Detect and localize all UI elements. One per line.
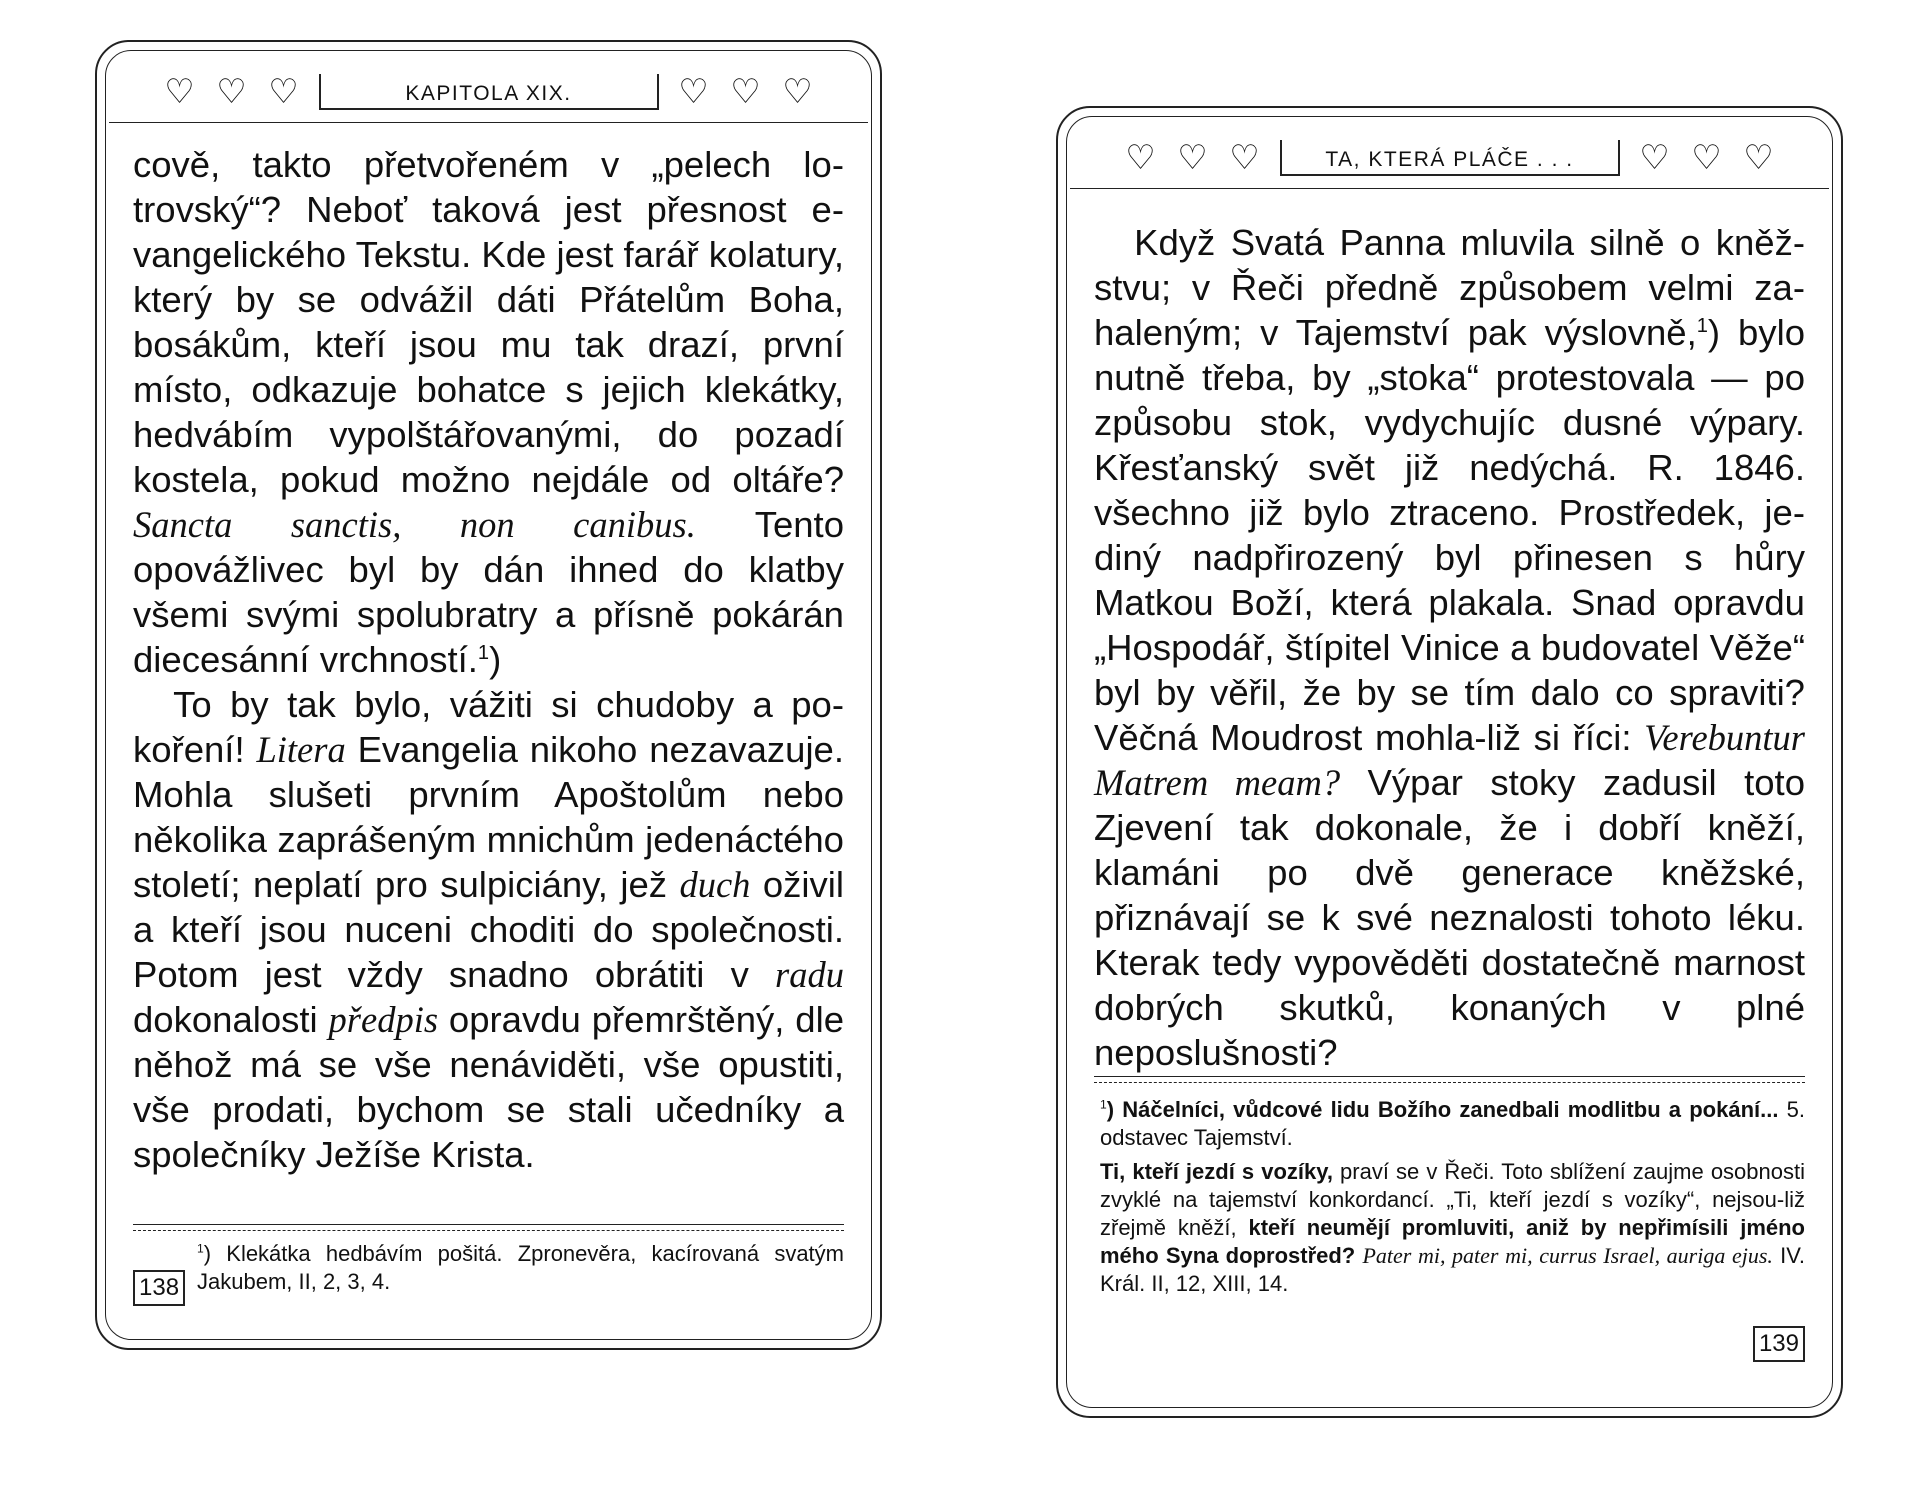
text-run: Tento opovážlivec byl by dán ihned do klatby všemi svými spolubratry a přísně pokárán diecesánní vrchností. [133,504,844,680]
heart-icon: ♡ [268,72,299,112]
left-page [95,40,882,1350]
right-page [1056,106,1843,1418]
running-title: TA, KTERÁ PLÁČE . . . [1280,140,1620,176]
header-hearts-right [1636,138,1778,178]
footnote-rule [1094,1076,1805,1083]
body-text [133,142,844,1177]
header-hearts-left [161,72,303,112]
footnotes [1100,1096,1805,1304]
heart-icon: ♡ [678,72,709,112]
footnote-marker: 1 [197,1241,204,1256]
page-header [109,62,868,123]
page-number: 138 [133,1270,185,1306]
footnote-marker: 1 [477,641,490,664]
paragraph [133,682,844,1177]
heart-icon: ♡ [1177,138,1208,178]
heart-icon: ♡ [216,72,247,112]
heart-icon: ♡ [1743,138,1774,178]
header-hearts-left [1122,138,1264,178]
text-run: Ti, kteří jezdí s vozíky, [1100,1159,1333,1184]
heart-icon: ♡ [1639,138,1670,178]
text-run: ) bylo nutně třeba, by „stoka“ protestovala — po způsobu stok, vydychujíc dusné výpary. Křesťanský svět již nedýchá. R. 1846. všechno již bylo ztraceno. Prostředek, jediný nadpřirozený byl přinesen s hůry Matkou Boží, která plakala. Snad opravdu „Hospodář, štípitel Vinice a budovatel Věže“ byl by věřil, že by se tím dalo co spraviti? Věčná Moudrost mohla-liž si říci: [1094,312,1805,758]
text-run: oživil a kteří jsou nuceni choditi do společnosti. Potom jest vždy snadno obrátiti v [133,864,844,995]
text-run: duch [679,864,751,905]
text-run: cově, takto přetvořeném v „pelech lotrovský“? Neboť taková jest přesnost evangelického Tekstu. Kde jest farář kolatury, který by se odvážil dáti Přátelům Boha, bosákům, kteří jsou mu tak drazí, první místo, odkazuje bohatce s jejich klekátky, hedvábím vypolštářovanými, do pozadí kostela, pokud možno nejdále od oltáře? [133,144,844,500]
text-run: kteří neumějí promluviti, aniž by nepřimísili jméno mého Syna doprostřed? [1100,1215,1805,1268]
footnote-marker: 1 [1696,314,1708,337]
footnote [197,1240,844,1296]
text-run: ) Klekátka hedbávím pošitá. Zpronevěra, kacírovaná svatým Jakubem, II, 2, 3, 4. [197,1241,844,1294]
heart-icon: ♡ [730,72,761,112]
text-run: ) Náčelníci, vůdcové lidu Božího zanedbali modlitbu a pokání... [1106,1097,1779,1122]
text-run: 5. odstavec Tajemství. [1100,1097,1805,1150]
footnotes [197,1240,844,1302]
text-run: Výpar stoky zadusil toto Zjevení tak dokonale, že i dobří kněží, klamáni po dvě generace kněžské, přiznávají se k své neznalosti tohoto léku. Kterak tedy vypověděti dostatečně marnost dobrých skutků, konaných v plné neposlušnosti? [1094,762,1805,1073]
paragraph [1094,220,1805,1075]
running-title: KAPITOLA XIX. [319,74,659,110]
header-hearts-right [675,72,817,112]
text-run: praví se v Řeči. Toto sblížení zaujme osobnosti zvyklé na tajemství konkordancí. „Ti, kteří jezdí s vozíky“, nejsou-liž zřejmě kněží, [1100,1159,1805,1240]
text-run: předpis [328,999,439,1040]
text-run: radu [775,954,844,995]
page-header [1070,128,1829,189]
text-run: IV. Král. II, 12, XIII, 14. [1100,1243,1805,1296]
heart-icon: ♡ [164,72,195,112]
heart-icon: ♡ [782,72,813,112]
text-run: opravdu přemrštěný, dle něhož má se vše nenáviděti, vše opustiti, vše prodati, bychom se stali učedníky a společníky Ježíše Krista. [133,999,844,1175]
heart-icon: ♡ [1229,138,1260,178]
text-run: To by tak bylo, vážiti si chudoby a pokoření! [133,684,844,770]
text-run: Sancta sanctis, non canibus. [133,504,696,545]
text-run: ) [489,639,502,680]
footnote-rule [133,1224,844,1231]
text-run: dokonalosti [133,999,329,1040]
text-run: Evangelia nikoho nezavazuje. Mohla slušeti prvním Apoštolům nebo několika zaprášeným mnichům jedenáctého století; neplatí pro sulpiciány, jež [133,729,844,905]
footnote [1100,1096,1805,1152]
text-run: Pater mi, pater mi, currus Israel, auriga ejus. [1362,1243,1773,1268]
footnote [1100,1158,1805,1298]
text-run: Když Svatá Panna mluvila silně o kněžstvu; v Řeči předně způsobem velmi zahaleným; v Tajemství pak výslovně, [1094,222,1805,353]
text-run: Litera [256,729,346,770]
footnote-marker: 1 [1100,1097,1107,1112]
text-run: Verebuntur Matrem meam? [1094,717,1805,803]
heart-icon: ♡ [1691,138,1722,178]
page-number: 139 [1753,1326,1805,1362]
paragraph [133,142,844,682]
heart-icon: ♡ [1125,138,1156,178]
body-text [1094,220,1805,1075]
